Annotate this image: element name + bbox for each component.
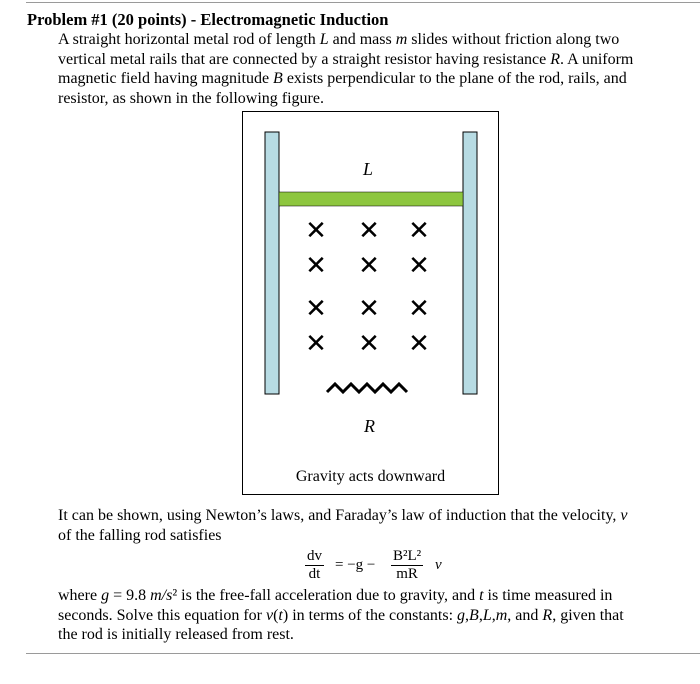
resistor-zigzag xyxy=(327,384,407,392)
field-cross-icon: ✕ xyxy=(408,251,430,281)
field-cross-icon: ✕ xyxy=(358,216,380,246)
field-cross-icon: ✕ xyxy=(305,251,327,281)
text-line: the rod is initially released from rest. xyxy=(58,626,294,643)
text-line: A straight horizontal metal rod of length L and mass m slides without friction along two xyxy=(58,31,620,48)
problem-title: Problem #1 (20 points) - Electromagnetic Induction xyxy=(27,10,389,29)
field-cross-icon: ✕ xyxy=(358,294,380,324)
dv-dt-fraction xyxy=(305,548,324,583)
field-cross-icon: ✕ xyxy=(305,216,327,246)
field-cross-icon: ✕ xyxy=(408,329,430,359)
equation-velocity-term: v xyxy=(435,557,442,573)
dv-numerator: dv xyxy=(307,548,322,564)
top-rule xyxy=(26,2,700,3)
sliding-rod xyxy=(279,192,463,206)
equation-middle: = −g − xyxy=(335,557,376,573)
field-cross-icon: ✕ xyxy=(408,216,430,246)
text-line: where g = 9.8 m/s² is the free-fall acceleration due to gravity, and t is time measured in xyxy=(58,587,613,604)
circuit-figure xyxy=(242,111,499,495)
field-cross-icon: ✕ xyxy=(358,251,380,281)
mr-denominator: mR xyxy=(396,566,418,582)
text-line: seconds. Solve this equation for v(t) in terms of the constants: g,B,L,m, and R, given that xyxy=(58,606,624,624)
field-cross-icon: ✕ xyxy=(305,294,327,324)
b2l2-numerator: B²L² xyxy=(393,548,422,564)
text-line: resistor, as shown in the following figure. xyxy=(58,89,324,107)
text-line: of the falling rod satisfies xyxy=(58,526,222,544)
left-rail xyxy=(265,132,279,394)
field-cross-icon: ✕ xyxy=(305,329,327,359)
intro-paragraph xyxy=(58,30,690,108)
derivation-paragraph xyxy=(58,506,690,545)
field-cross-icon: ✕ xyxy=(408,294,430,324)
text-line: It can be shown, using Newton’s laws, and Faraday’s law of induction that the velocity, v xyxy=(58,507,628,524)
b2l2-mr-fraction xyxy=(391,548,423,583)
bottom-rule xyxy=(26,653,700,654)
figure-caption: Gravity acts downward xyxy=(295,468,446,485)
resistor-label: R xyxy=(364,416,375,436)
text-line: magnetic field having magnitude B exists perpendicular to the plane of the rod, rails, and xyxy=(58,70,627,87)
rod-length-label: L xyxy=(363,159,374,179)
magnetic-field-grid xyxy=(305,216,430,359)
right-rail xyxy=(463,132,477,394)
dt-denominator: dt xyxy=(308,566,321,582)
field-cross-icon: ✕ xyxy=(358,329,380,359)
text-line: vertical metal rails that are connected by a straight resistor having resistance R. A uniform xyxy=(58,50,634,68)
closing-paragraph xyxy=(58,586,690,645)
